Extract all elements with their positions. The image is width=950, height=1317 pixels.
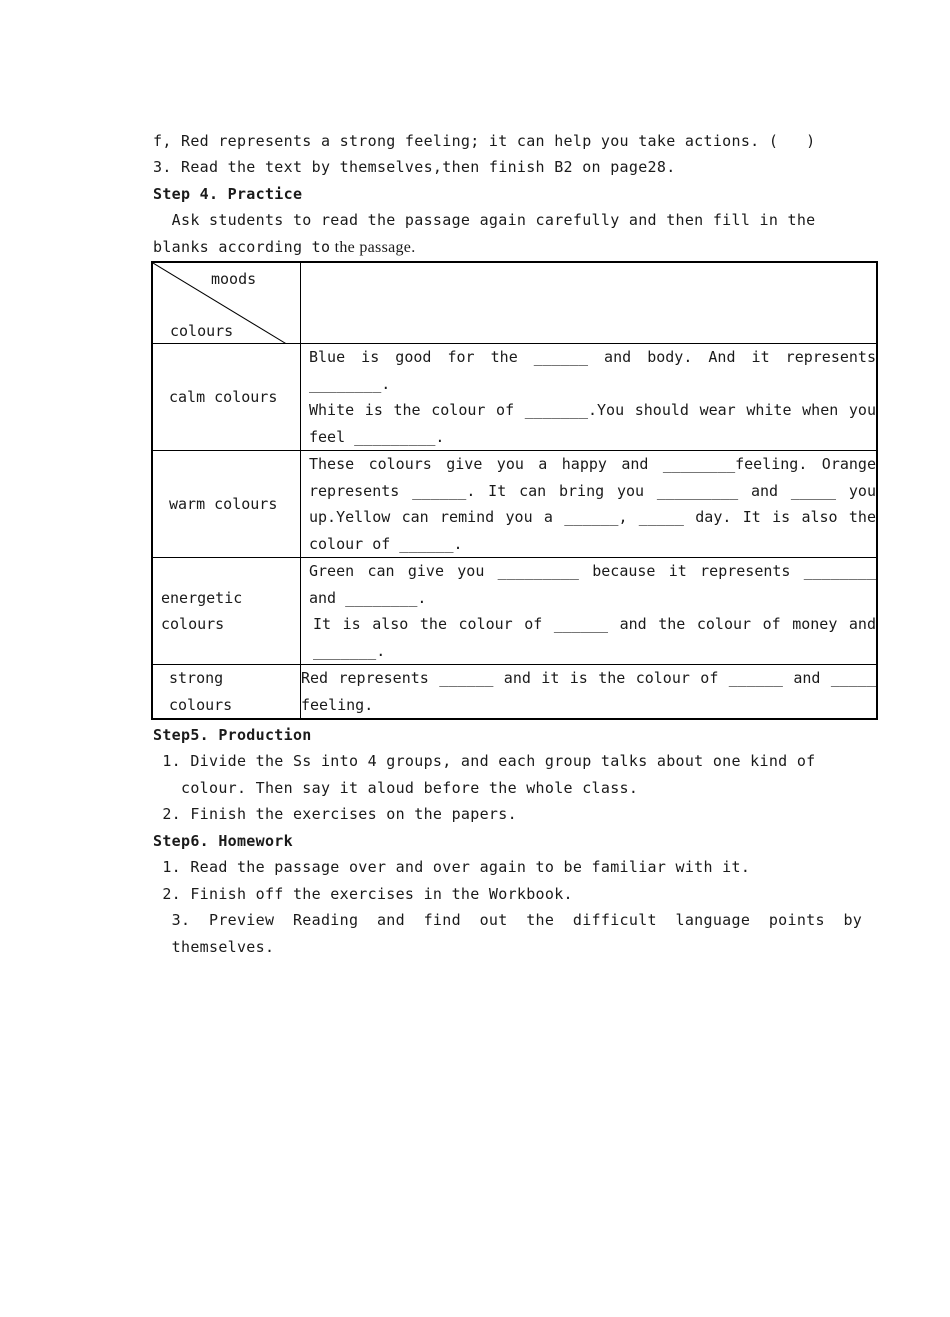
row-label-cell	[152, 451, 301, 558]
step4-description-a: blanks according to	[153, 238, 331, 256]
row-label: strong colours	[169, 669, 233, 714]
header-moods: moods	[211, 270, 257, 288]
step6-item: themselves.	[153, 938, 275, 956]
row-content-cell	[301, 558, 878, 665]
row-content-cell	[301, 344, 878, 451]
row-label-cell	[152, 665, 301, 720]
header-empty-cell	[301, 262, 878, 344]
row-text-line: White is the colour of _______.You should wear white when you feel _________.	[309, 401, 876, 446]
step6-heading: Step6. Homework	[153, 832, 293, 850]
row-label: calm colours	[169, 387, 278, 406]
row-label-cell	[152, 558, 301, 665]
row-text-line: Red represents ______ and it is the colour of ______ and _____ feeling.	[301, 669, 876, 714]
row-text-line: It is also the colour of ______ and the colour of money and _______.	[313, 615, 876, 660]
step5-item: colour. Then say it aloud before the whole class.	[153, 779, 639, 797]
row-text-line: These colours give you a happy and ________feeling. Orange represents ______. It can bring you _________ and _____ you up.Yellow can remind you a ______, _____ day. It is also the colour of ______.	[309, 455, 876, 553]
colours-moods-table	[151, 261, 878, 720]
step5-item: 1. Divide the Ss into 4 groups, and each group talks about one kind of	[153, 752, 816, 770]
row-label: warm colours	[169, 494, 278, 513]
table-header-row	[152, 262, 877, 344]
step5-heading: Step5. Production	[153, 726, 312, 744]
row-text-line: Blue is good for the ______ and body. And it represents ________.	[309, 348, 876, 393]
table-row	[152, 451, 877, 558]
row-text-line: Green can give you _________ because it represents ________ and ________.	[309, 562, 876, 607]
step4-description-b: the passage.	[330, 239, 416, 256]
table-row	[152, 558, 877, 665]
header-colours: colours	[170, 322, 234, 340]
row-content-cell	[301, 451, 878, 558]
step4-description-line1: Ask students to read the passage again carefully and then fill in the	[153, 211, 816, 229]
diagonal-header-cell	[152, 262, 301, 344]
row-label: energetic colours	[161, 588, 243, 633]
table-row	[152, 665, 877, 720]
step4-description-line2	[153, 234, 416, 262]
step6-item: 3. Preview Reading and find out the difficult language points by	[153, 911, 863, 929]
table-row	[152, 344, 877, 451]
step5-item: 2. Finish the exercises on the papers.	[153, 805, 517, 823]
step4-heading: Step 4. Practice	[153, 185, 303, 203]
row-content-cell	[301, 665, 878, 720]
row-label-cell	[152, 344, 301, 451]
instruction-3: 3. Read the text by themselves,then finish B2 on page28.	[153, 158, 676, 176]
exercise-item-f: f, Red represents a strong feeling; it can help you take actions. ( )	[153, 132, 816, 150]
step6-item: 1. Read the passage over and over again to be familiar with it.	[153, 858, 751, 876]
step6-item: 2. Finish off the exercises in the Workbook.	[153, 885, 573, 903]
